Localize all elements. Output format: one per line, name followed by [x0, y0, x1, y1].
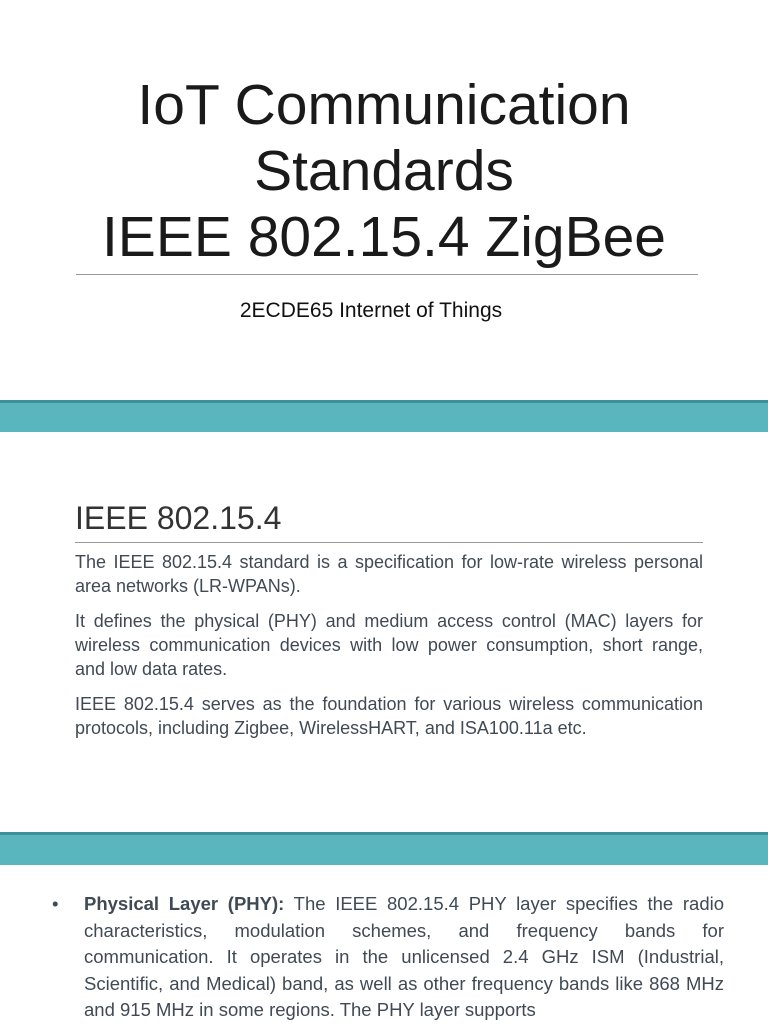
bullet-text	[84, 891, 724, 1024]
title-line-2: Standards	[254, 139, 514, 203]
paragraph: The IEEE 802.15.4 standard is a specification for low-rate wireless personal area networks (LR-WPANs).	[75, 552, 703, 596]
heading-divider	[75, 542, 703, 543]
paragraph: It defines the physical (PHY) and medium access control (MAC) layers for wireless communication devices with low power consumption, short range, and low data rates.	[75, 611, 703, 679]
paragraph: IEEE 802.15.4 serves as the foundation for various wireless communication protocols, including Zigbee, WirelessHART, and ISA100.11a etc.	[75, 694, 703, 738]
title-line-3: IEEE 802.15.4 ZigBee	[101, 205, 667, 269]
slide-separator-2	[0, 835, 768, 865]
content-slide-ieee	[0, 432, 768, 832]
title-line-1: IoT Communication	[137, 73, 631, 137]
slide-subtitle: 2ECDE65 Internet of Things	[239, 299, 503, 322]
bullet-label: Physical Layer (PHY):	[84, 893, 285, 914]
slide-heading: IEEE 802.15.4	[75, 500, 282, 536]
bullet-marker: •	[52, 893, 59, 914]
bullet-list-item	[52, 891, 724, 1024]
content-slide-phy	[0, 865, 768, 1024]
bullet-body: The IEEE 802.15.4 PHY layer specifies the radio characteristics, modulation schemes, and frequency bands for communication. It operates in the unlicensed 2.4 GHz ISM (Industrial, Scientific, and Medical) band, as well as other frequency bands like 868 MHz and 915 MHz in some regions. The PHY layer supports	[84, 893, 725, 1020]
slide-separator-1	[0, 403, 768, 432]
title-slide	[0, 0, 768, 400]
slide-body	[75, 550, 703, 751]
title-divider	[76, 274, 698, 275]
slide-title	[0, 72, 768, 270]
